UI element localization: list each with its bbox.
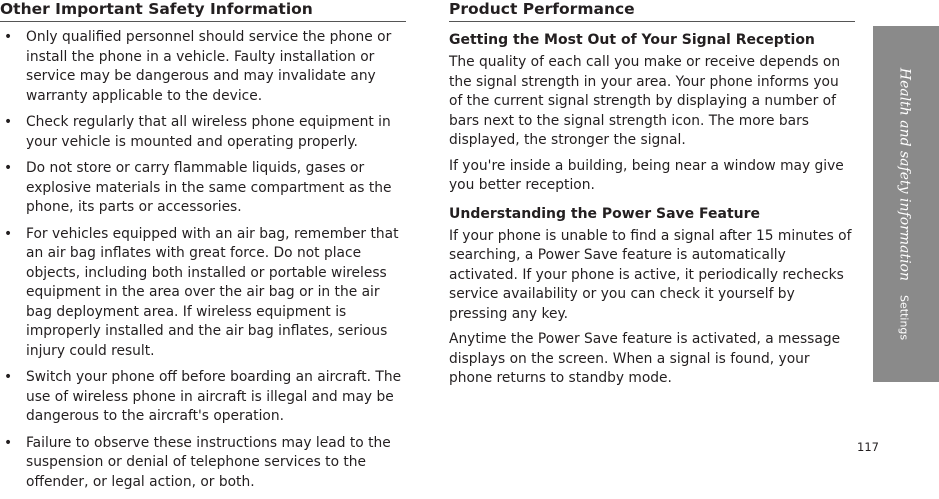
list-item-text: Only qualified personnel should service the phone or install the phone in a vehicle. Faulty installation or service may be dangerous and may invalidate any warranty applicable to the device. bbox=[26, 29, 392, 104]
paragraph-window-tip: If you're inside a building, being near a window may give you better reception. bbox=[449, 157, 844, 193]
paragraph-signal-quality: The quality of each call you make or receive depends on the signal strength in your area. Your phone informs you of the current signal strength by displaying a number of bars next to the signal strength icon. The more bars displayed, the stronger the signal. bbox=[449, 54, 841, 148]
bullet-icon: • bbox=[4, 225, 13, 242]
list-item-text: Check regularly that all wireless phone equipment in your vehicle is mounted and operating properly. bbox=[26, 114, 391, 150]
chapter-tab-label bbox=[897, 68, 916, 340]
subheading-signal-reception: Getting the Most Out of Your Signal Reception bbox=[449, 32, 815, 48]
bullet-icon: • bbox=[4, 29, 13, 45]
page-number: 117 bbox=[857, 440, 879, 454]
subheading-power-save: Understanding the Power Save Feature bbox=[449, 205, 761, 222]
bullet-icon: • bbox=[4, 369, 13, 385]
list-item bbox=[0, 368, 406, 427]
list-item-text: For vehicles equipped with an air bag, remember that an air bag inflates with great force. Do not place objects, including both installed or portable wireless equipment in the area over the air bag or in the air bag deployment area. If wireless equipment is improperly installed and the air bag inflates, serious injury could result. bbox=[26, 225, 399, 359]
list-item bbox=[0, 225, 406, 362]
list-item bbox=[0, 434, 406, 493]
chapter-title: Health and safety information bbox=[896, 67, 913, 282]
list-item-text: Failure to observe these instructions may lead to the suspension or denial of telephone services to the offender, or legal action, or both. bbox=[26, 434, 391, 490]
bullet-icon: • bbox=[4, 160, 13, 176]
paragraph-power-save-activation: If your phone is unable to find a signal after 15 minutes of searching, a Power Save feature is automatically activated. If your phone is active, it periodically rechecks service availability or you can check it yourself by pressing any key. bbox=[449, 227, 852, 322]
paragraph-power-save-message: Anytime the Power Save feature is activated, a message displays on the screen. When a signal is found, your phone returns to standby mode. bbox=[449, 331, 841, 386]
left-column bbox=[0, 0, 406, 499]
list-item-text: Switch your phone off before boarding an aircraft. The use of wireless phone in aircraft is illegal and may be dangerous to the aircraft's operation. bbox=[26, 369, 402, 424]
safety-bullet-list bbox=[0, 28, 406, 492]
list-item bbox=[0, 113, 406, 152]
list-item-text: Do not store or carry flammable liquids, gases or explosive materials in the same compartment as the phone, its parts or accessories. bbox=[26, 160, 392, 215]
list-item bbox=[0, 28, 406, 106]
section-title-performance: Product Performance bbox=[449, 0, 855, 22]
section-title-safety: Other Important Safety Information bbox=[0, 0, 406, 22]
list-item bbox=[0, 159, 406, 218]
chapter-side-tab bbox=[873, 26, 939, 382]
right-column bbox=[449, 0, 855, 389]
chapter-subtitle: Settings bbox=[897, 295, 911, 341]
bullet-icon: • bbox=[4, 434, 13, 451]
bullet-icon: • bbox=[4, 114, 13, 130]
